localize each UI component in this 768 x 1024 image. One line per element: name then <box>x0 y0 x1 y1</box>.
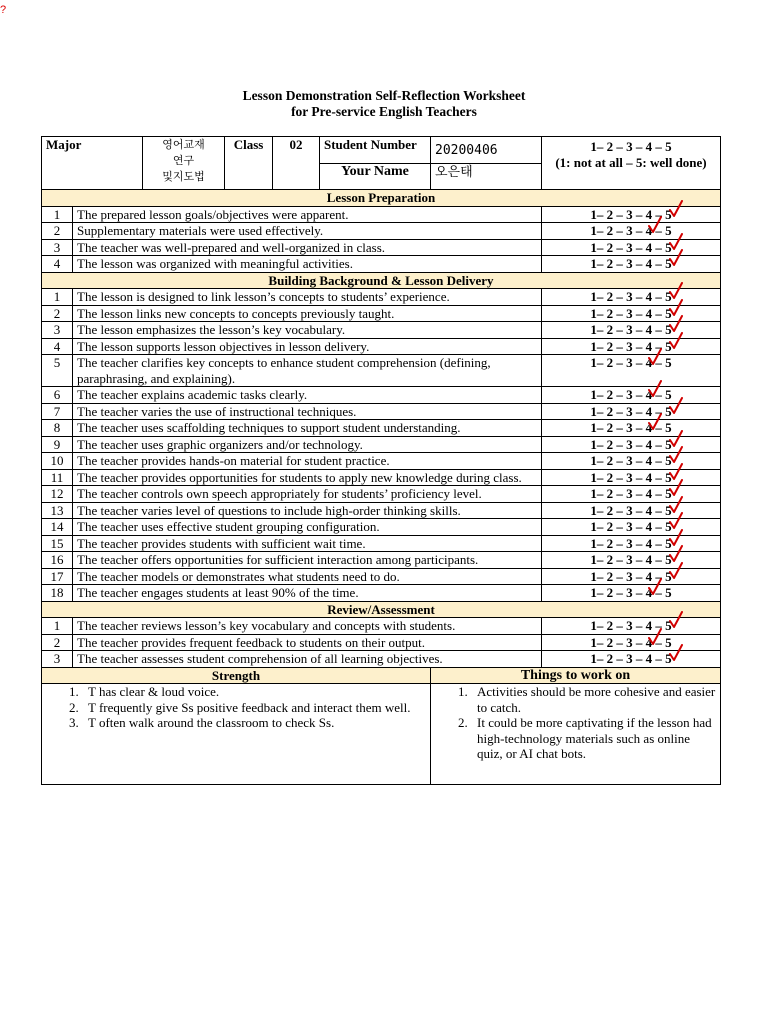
item-statement: The lesson links new concepts to concepts previously taught. <box>73 305 542 322</box>
item-row <box>42 223 721 240</box>
rating-check-icon <box>669 463 683 481</box>
item-number: 11 <box>42 469 73 486</box>
work-on-header <box>431 667 721 684</box>
item-statement: The teacher provides opportunities for students to apply new knowledge during class. <box>73 469 542 486</box>
item-number: 3 <box>42 322 73 339</box>
rating-check-icon <box>648 216 662 234</box>
rating-scale-text: 1– 2 – 3 – 4 – 5 <box>590 223 671 239</box>
rating-check-icon <box>669 430 683 448</box>
rating-check-icon <box>669 496 683 514</box>
item-rating <box>542 338 721 355</box>
header-row <box>42 137 721 164</box>
item-statement: The teacher reviews lesson’s key vocabulary and concepts with students. <box>73 618 542 635</box>
scale-header-line1: 1– 2 – 3 – 4 – 5 <box>590 139 672 154</box>
item-number: 1 <box>42 289 73 306</box>
item-row <box>42 387 721 404</box>
item-rating <box>542 387 721 404</box>
major-value-cell <box>143 137 225 190</box>
item-statement: The teacher varies level of questions to include high-order thinking skills. <box>73 502 542 519</box>
strength-item: 2. T frequently give Ss positive feedback and interact them well. <box>82 700 426 716</box>
strength-title: Strength <box>211 667 261 683</box>
rating-scale-text: 1– 2 – 3 – 4 – 5 <box>590 322 671 338</box>
rating-scale-text: 1– 2 – 3 – 4 – 5 <box>590 651 671 667</box>
item-rating <box>542 420 721 437</box>
item-rating <box>542 486 721 503</box>
item-number: 15 <box>42 535 73 552</box>
item-number: 1 <box>42 618 73 635</box>
item-statement: The teacher controls own speech appropriately for students’ proficiency level. <box>73 486 542 503</box>
item-row <box>42 403 721 420</box>
rating-scale-text: 1– 2 – 3 – 4 – 5 <box>590 585 671 601</box>
item-number: 4 <box>42 338 73 355</box>
major-value-line1: 영어교재 <box>162 138 205 151</box>
section-title: Building Background & Lesson Delivery <box>42 272 721 289</box>
item-number: 6 <box>42 387 73 404</box>
section-title: Lesson Preparation <box>42 190 721 207</box>
item-number: 16 <box>42 552 73 569</box>
item-rating <box>542 223 721 240</box>
rating-check-icon <box>669 644 683 662</box>
your-name-value-cell <box>431 164 542 190</box>
section-title: Review/Assessment <box>42 601 721 618</box>
item-statement: The teacher provides students with sufficient wait time. <box>73 535 542 552</box>
rating-check-icon <box>669 200 683 218</box>
item-statement: The teacher uses graphic organizers and/or technology. <box>73 436 542 453</box>
item-row <box>42 618 721 635</box>
strength-item: 3. T often walk around the classroom to check Ss. <box>82 715 426 731</box>
major-value-line2: 연구 <box>172 154 195 167</box>
item-row <box>42 322 721 339</box>
item-number: 12 <box>42 486 73 503</box>
work-on-item: 2. It could be more captivating if the lesson had high-technology materials such as online quiz, or AI chat bots. <box>471 715 716 762</box>
item-statement: The teacher uses effective student grouping configuration. <box>73 519 542 536</box>
item-number: 7 <box>42 403 73 420</box>
work-on-item: 1. Activities should be more cohesive and easier to catch. <box>471 684 716 715</box>
item-statement: The teacher explains academic tasks clearly. <box>73 387 542 404</box>
strength-cell <box>42 684 431 785</box>
item-number: 9 <box>42 436 73 453</box>
item-statement: The teacher provides hands-on material for student practice. <box>73 453 542 470</box>
rating-check-icon <box>669 446 683 464</box>
item-statement: The teacher models or demonstrates what students need to do. <box>73 568 542 585</box>
item-number: 2 <box>42 223 73 240</box>
item-number: 1 <box>42 206 73 223</box>
item-number: 3 <box>42 651 73 668</box>
item-rating <box>542 535 721 552</box>
item-statement: The teacher varies the use of instructional techniques. <box>73 403 542 420</box>
item-statement: The teacher engages students at least 90% of the time. <box>73 585 542 602</box>
item-row <box>42 355 721 387</box>
major-label: Major <box>46 137 82 152</box>
rating-check-icon <box>669 611 683 629</box>
item-row <box>42 568 721 585</box>
rating-check-icon <box>648 578 662 596</box>
rating-scale-text: 1– 2 – 3 – 4 – 5 <box>590 618 671 634</box>
feedback-row <box>42 684 721 785</box>
rating-scale-text: 1– 2 – 3 – 4 – 5 <box>590 635 671 651</box>
item-rating <box>542 502 721 519</box>
rating-check-icon <box>669 562 683 580</box>
rating-scale-text: 1– 2 – 3 – 4 – 5 <box>590 306 671 322</box>
rating-scale-text: 1– 2 – 3 – 4 – 5 <box>590 470 671 486</box>
item-statement: The teacher assesses student comprehension of all learning objectives. <box>73 651 542 668</box>
item-rating <box>542 469 721 486</box>
rating-scale-text: 1– 2 – 3 – 4 – 5 <box>590 453 671 469</box>
item-number: 8 <box>42 420 73 437</box>
item-row <box>42 486 721 503</box>
item-row <box>42 585 721 602</box>
strength-item: 1. T has clear & loud voice. <box>82 684 426 700</box>
rating-check-icon <box>669 282 683 300</box>
worksheet-title: Lesson Demonstration Self-Reflection Worksheet <box>242 88 526 103</box>
rating-check-icon <box>669 299 683 317</box>
item-row <box>42 289 721 306</box>
item-rating <box>542 519 721 536</box>
item-rating <box>542 436 721 453</box>
item-row <box>42 436 721 453</box>
item-row <box>42 338 721 355</box>
item-statement: The lesson is designed to link lesson’s concepts to students’ experience. <box>73 289 542 306</box>
item-statement: The teacher provides frequent feedback to students on their output. <box>73 634 542 651</box>
rating-check-icon <box>669 479 683 497</box>
item-statement: The lesson was organized with meaningful activities. <box>73 256 542 273</box>
rating-check-icon <box>669 233 683 251</box>
section-header-row <box>42 190 721 207</box>
item-statement: The teacher uses scaffolding techniques to support student understanding. <box>73 420 542 437</box>
item-rating <box>542 618 721 635</box>
your-name-label-cell <box>320 164 431 190</box>
strength-list <box>46 684 426 731</box>
scale-header-line2: (1: not at all – 5: well done) <box>555 154 707 170</box>
rating-scale-text: 1– 2 – 3 – 4 – 5 <box>590 355 671 371</box>
item-number: 4 <box>42 256 73 273</box>
item-rating <box>542 355 721 387</box>
rating-check-icon <box>648 348 662 366</box>
item-row <box>42 239 721 256</box>
class-label-cell <box>225 137 273 190</box>
feedback-header-row <box>42 667 721 684</box>
student-number-value-cell <box>431 137 542 164</box>
strength-header <box>42 667 431 684</box>
rating-scale-text: 1– 2 – 3 – 4 – 5 <box>590 420 671 436</box>
item-rating <box>542 206 721 223</box>
item-rating <box>542 305 721 322</box>
item-number: 2 <box>42 634 73 651</box>
rating-check-icon <box>669 249 683 267</box>
class-label: Class <box>233 137 264 152</box>
rating-scale-text: 1– 2 – 3 – 4 – 5 <box>590 339 671 355</box>
item-row <box>42 502 721 519</box>
rating-check-icon <box>669 315 683 333</box>
item-number: 13 <box>42 502 73 519</box>
rating-scale-text: 1– 2 – 3 – 4 – 5 <box>590 289 671 305</box>
rating-scale-text: 1– 2 – 3 – 4 – 5 <box>590 486 671 502</box>
item-statement: The lesson emphasizes the lesson’s key vocabulary. <box>73 322 542 339</box>
scale-header-cell <box>542 137 721 190</box>
major-label-cell <box>42 137 143 190</box>
your-name-label: Your Name <box>341 164 409 179</box>
item-statement: The teacher was well-prepared and well-organized in class. <box>73 239 542 256</box>
item-row <box>42 651 721 668</box>
worksheet-subtitle: for Pre-service English Teachers <box>291 104 477 119</box>
item-number: 2 <box>42 305 73 322</box>
rating-scale-text: 1– 2 – 3 – 4 – 5 <box>590 404 671 420</box>
item-rating <box>542 322 721 339</box>
rating-check-icon <box>669 512 683 530</box>
rating-scale-text: 1– 2 – 3 – 4 – 5 <box>590 207 671 223</box>
item-rating <box>542 634 721 651</box>
item-statement: Supplementary materials were used effectively. <box>73 223 542 240</box>
item-row <box>42 535 721 552</box>
item-statement: The prepared lesson goals/objectives were apparent. <box>73 206 542 223</box>
item-row <box>42 519 721 536</box>
item-number: 10 <box>42 453 73 470</box>
work-on-cell <box>431 684 721 785</box>
item-rating <box>542 289 721 306</box>
item-number: 14 <box>42 519 73 536</box>
student-number-label-cell <box>320 137 431 164</box>
section-header-row <box>42 601 721 618</box>
corner-mark: ? <box>0 4 7 16</box>
item-row <box>42 469 721 486</box>
section-header-row <box>42 272 721 289</box>
item-rating <box>542 651 721 668</box>
item-statement: The lesson supports lesson objectives in lesson delivery. <box>73 338 542 355</box>
rating-scale-text: 1– 2 – 3 – 4 – 5 <box>590 256 671 272</box>
item-row <box>42 420 721 437</box>
rating-scale-text: 1– 2 – 3 – 4 – 5 <box>590 569 671 585</box>
item-rating <box>542 568 721 585</box>
rating-scale-text: 1– 2 – 3 – 4 – 5 <box>590 536 671 552</box>
major-value-line3: 및지도법 <box>162 170 205 183</box>
work-on-title: Things to work on <box>520 667 631 683</box>
item-number: 3 <box>42 239 73 256</box>
item-rating <box>542 585 721 602</box>
rating-check-icon <box>669 545 683 563</box>
worksheet-table <box>41 136 721 785</box>
rating-scale-text: 1– 2 – 3 – 4 – 5 <box>590 503 671 519</box>
item-rating <box>542 256 721 273</box>
rating-scale-text: 1– 2 – 3 – 4 – 5 <box>590 240 671 256</box>
rating-check-icon <box>648 413 662 431</box>
item-statement: The teacher offers opportunities for sufficient interaction among participants. <box>73 552 542 569</box>
item-row <box>42 634 721 651</box>
rating-check-icon <box>648 380 662 398</box>
work-on-list <box>435 684 716 762</box>
rating-check-icon <box>669 332 683 350</box>
rating-check-icon <box>669 397 683 415</box>
item-row <box>42 256 721 273</box>
student-number-label: Student Number <box>324 137 417 152</box>
student-number-value: 20200406 <box>435 142 498 158</box>
item-rating <box>542 453 721 470</box>
rating-scale-text: 1– 2 – 3 – 4 – 5 <box>590 552 671 568</box>
item-row <box>42 552 721 569</box>
class-value: 02 <box>289 137 303 152</box>
item-number: 18 <box>42 585 73 602</box>
item-number: 17 <box>42 568 73 585</box>
your-name-value: 오은태 <box>435 165 473 180</box>
rating-scale-text: 1– 2 – 3 – 4 – 5 <box>590 387 671 403</box>
rating-check-icon <box>648 628 662 646</box>
item-row <box>42 305 721 322</box>
rating-scale-text: 1– 2 – 3 – 4 – 5 <box>590 519 671 535</box>
item-rating <box>542 239 721 256</box>
class-value-cell <box>273 137 320 190</box>
item-row <box>42 453 721 470</box>
rating-scale-text: 1– 2 – 3 – 4 – 5 <box>590 437 671 453</box>
item-number: 5 <box>42 355 73 387</box>
item-rating <box>542 552 721 569</box>
item-row <box>42 206 721 223</box>
rating-check-icon <box>669 529 683 547</box>
item-statement: The teacher clarifies key concepts to enhance student comprehension (defining, paraphrasing, and explaining). <box>73 355 542 387</box>
item-rating <box>542 403 721 420</box>
